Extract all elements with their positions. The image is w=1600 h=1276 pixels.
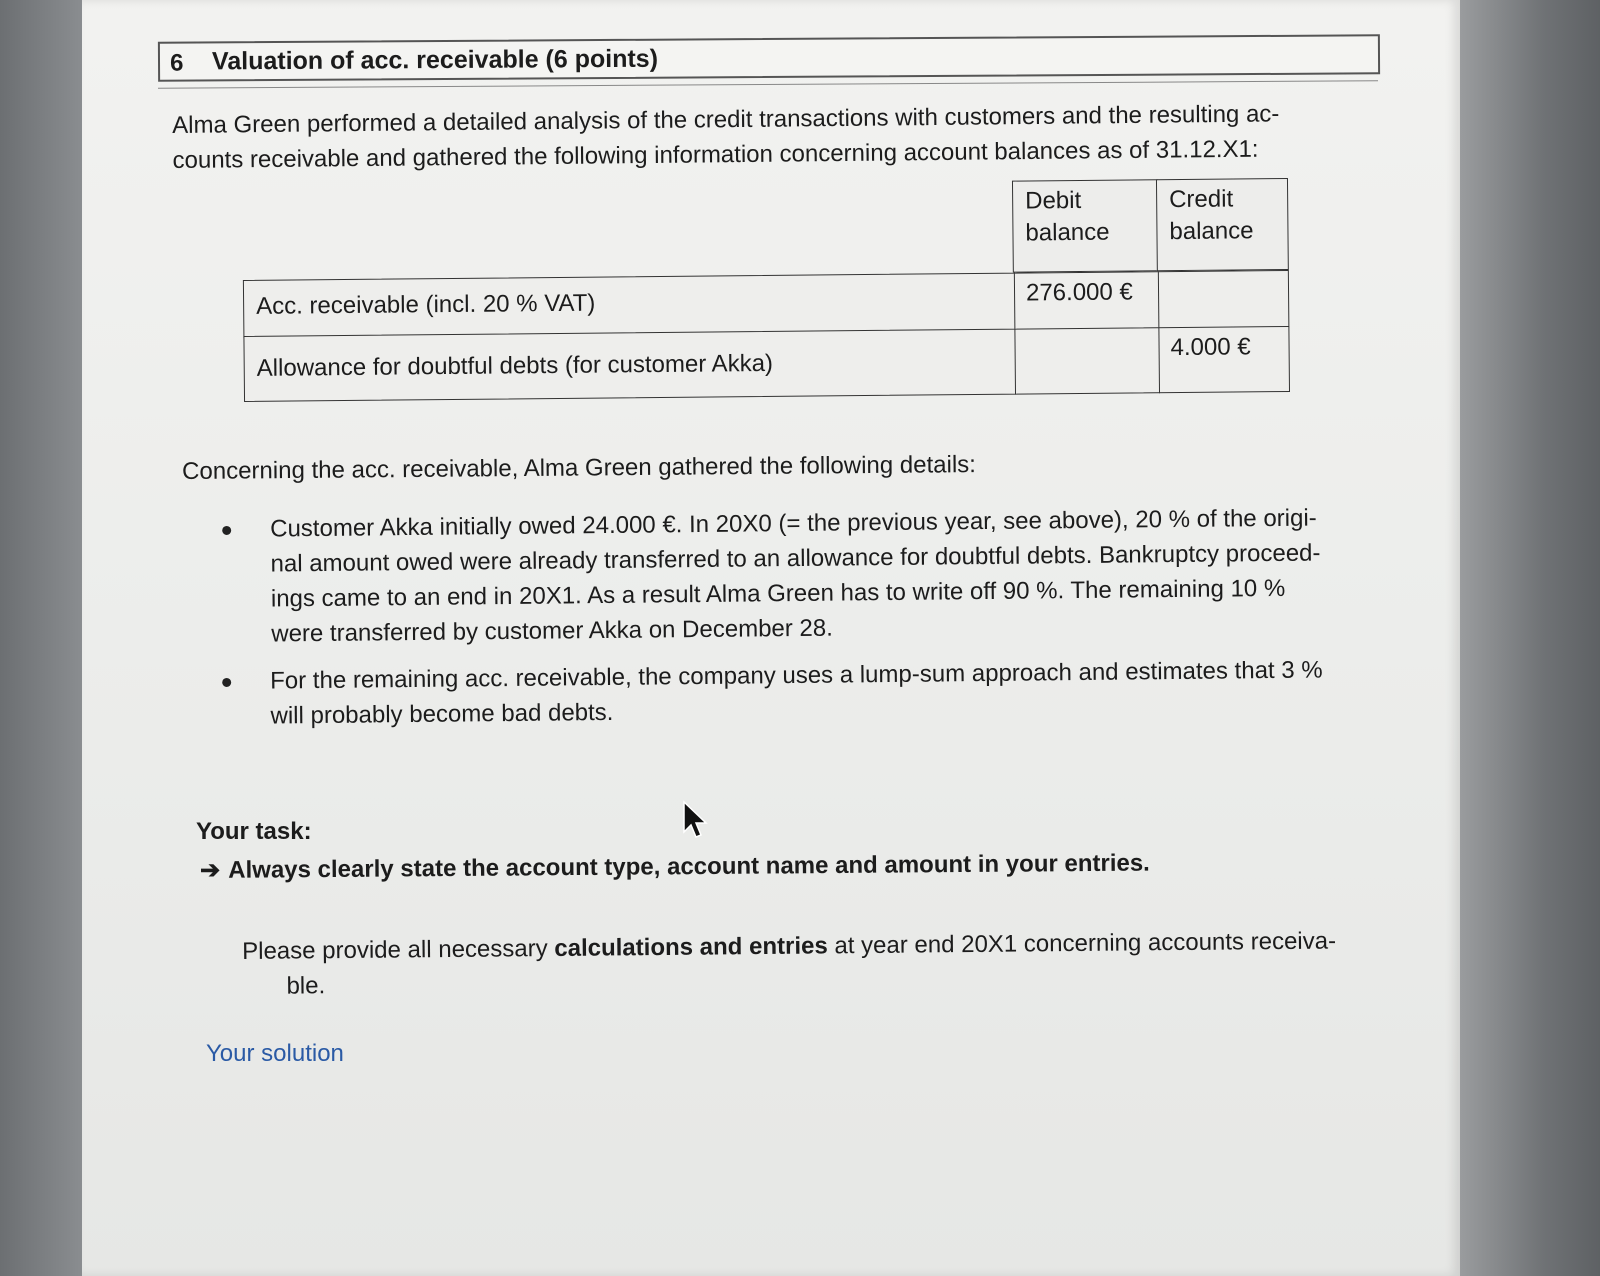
section-number: 6 — [169, 49, 184, 77]
column-divider — [1014, 273, 1016, 331]
exam-page — [82, 0, 1460, 1276]
row-label: Allowance for doubtful debts (for customer Akka) — [256, 349, 774, 382]
bullet-icon — [222, 678, 231, 687]
list-item — [222, 500, 1344, 662]
task-instruction — [200, 849, 1150, 885]
bullet-line: ings came to an end in 20X1. As a result Alma Green has to write off 90 %. The remaining 10 % — [270, 574, 1286, 613]
credit-value: 4.000 € — [1170, 333, 1251, 362]
column-divider — [1014, 329, 1016, 395]
task-prompt-bold: calculations and entries — [554, 932, 828, 963]
mouse-cursor-icon — [680, 800, 710, 840]
solution-link[interactable]: Your solution — [206, 1040, 344, 1067]
debit-header-line-1: Debit — [1025, 186, 1082, 215]
table-row — [243, 326, 1290, 402]
task-prompt-part-1: Please provide all necessary — [242, 935, 555, 965]
task-prompt-part-2: at year end 20X1 concerning accounts receiva- — [827, 927, 1337, 960]
monitor-bezel-left — [0, 0, 82, 1276]
debit-value: 276.000 € — [1025, 278, 1133, 307]
bullet-line: nal amount owed were already transferred to an allowance for doubtful debts. Bankruptcy proceed- — [270, 539, 1321, 578]
bullet-line: For the remaining acc. receivable, the company uses a lump-sum approach and estimates that 3 % — [270, 656, 1323, 695]
intro-line-2: counts receivable and gathered the following information concerning account balances as of 31.12.X1: — [172, 135, 1259, 174]
section-title: Valuation of acc. receivable (6 points) — [211, 44, 659, 76]
task-label: Your task: — [196, 818, 312, 845]
list-item — [222, 652, 1343, 744]
task-prompt — [242, 923, 1373, 1004]
right-arrow-icon: ➔ — [200, 856, 221, 884]
monitor-bezel-right — [1460, 0, 1600, 1276]
debit-balance-header — [1012, 179, 1159, 272]
intro-paragraph — [172, 96, 1353, 178]
details-intro: Concerning the acc. receivable, Alma Green gathered the following details: — [182, 451, 977, 485]
credit-balance-header — [1156, 178, 1289, 271]
bullet-line: will probably become bad debts. — [270, 698, 614, 730]
section-heading — [158, 34, 1380, 81]
task-prompt-line-2: ble. — [286, 972, 326, 1000]
column-divider — [1158, 271, 1160, 329]
heading-divider — [158, 80, 1378, 88]
row-label: Acc. receivable (incl. 20 % VAT) — [256, 289, 596, 320]
bullet-icon — [222, 526, 231, 535]
balance-table — [242, 178, 1294, 408]
task-instruction-text: Always clearly state the account type, account name and amount in your entries. — [228, 849, 1150, 884]
intro-line-1: Alma Green performed a detailed analysis of the credit transactions with customers and the resulting ac- — [172, 100, 1280, 139]
bullet-line: Customer Akka initially owed 24.000 €. In 20X0 (= the previous year, see above), 20 % of the origi- — [270, 504, 1317, 543]
debit-header-line-2: balance — [1025, 218, 1110, 247]
column-divider — [1158, 327, 1160, 393]
credit-header-line-2: balance — [1169, 217, 1254, 246]
credit-header-line-1: Credit — [1169, 185, 1234, 214]
bullet-line: were transferred by customer Akka on December 28. — [271, 614, 833, 648]
